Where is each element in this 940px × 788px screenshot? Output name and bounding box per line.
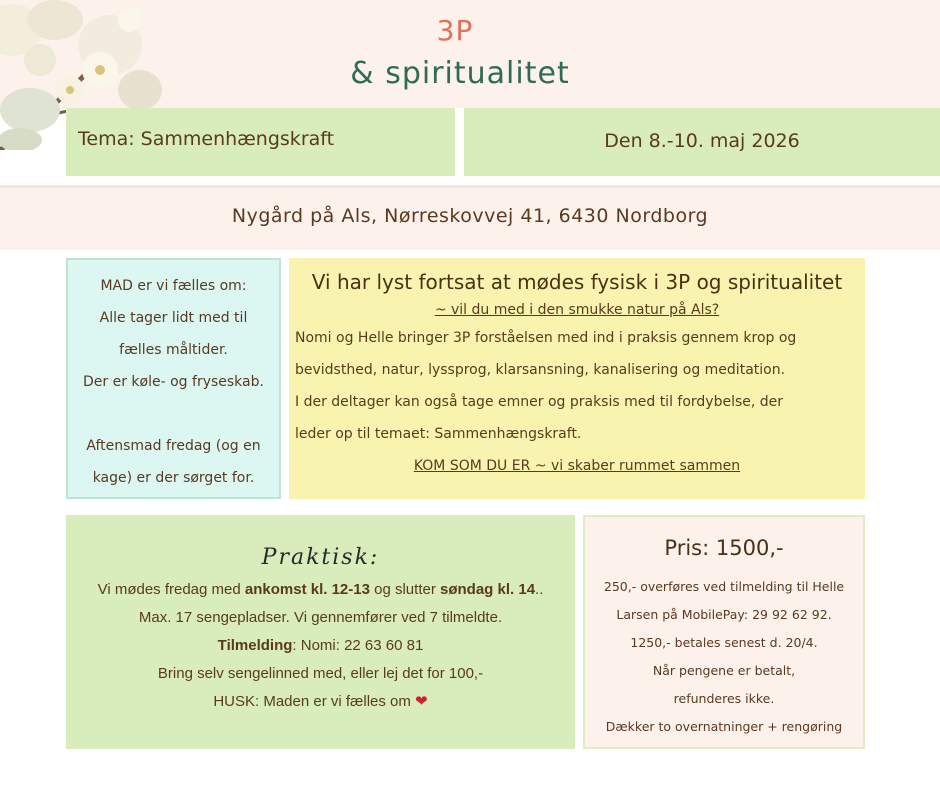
food-line: Aftensmad fredag (og en bbox=[86, 438, 261, 454]
intro-line: bevidsthed, natur, lyssprog, klarsansning, kanalisering og meditation. bbox=[295, 362, 786, 378]
food-line: Alle tager lidt med til bbox=[99, 310, 248, 326]
date-box: Den 8.-10. maj 2026 bbox=[464, 108, 940, 176]
price-line: refunderes ikke. bbox=[673, 691, 775, 706]
intro-line: leder op til temaet: Sammenhængskraft. bbox=[295, 426, 582, 442]
food-line: MAD er vi fælles om: bbox=[100, 278, 247, 294]
text: Vi mødes fredag med bbox=[97, 581, 245, 598]
intro-subheading: ~ vil du med i den smukke natur på Als? bbox=[434, 302, 720, 318]
food-line bbox=[72, 398, 275, 430]
practical-line-food bbox=[66, 688, 575, 716]
theme-box: Tema: Sammenhængskraft bbox=[66, 108, 455, 176]
text: HUSK: Maden er vi fælles om bbox=[213, 693, 411, 710]
heart-icon: ❤ bbox=[415, 693, 428, 710]
practical-line-capacity: Max. 17 sengepladser. Vi gennemfører ved 7 tilmeldte. bbox=[138, 609, 503, 626]
price-line: Larsen på MobilePay: 29 92 62 92. bbox=[616, 607, 832, 622]
intro-line: I der deltager kan også tage emner og praksis med til fordybelse, der bbox=[295, 394, 784, 410]
price-box bbox=[583, 515, 865, 749]
text: .. bbox=[535, 581, 544, 598]
title-3p: 3P bbox=[436, 14, 474, 47]
arrival-time: ankomst kl. 12-13 bbox=[244, 581, 370, 598]
practical-line-signup bbox=[66, 632, 575, 660]
price-line: Når pengene er betalt, bbox=[652, 663, 796, 678]
intro-heading: Vi har lyst fortsat at mødes fysisk i 3P og spiritualitet bbox=[311, 270, 843, 294]
address: Nygård på Als, Nørreskovvej 41, 6430 Nordborg bbox=[0, 188, 940, 250]
signup-phone: : Nomi: 22 63 60 81 bbox=[292, 637, 424, 654]
practical-line-arrival bbox=[66, 576, 575, 604]
signup-label: Tilmelding bbox=[217, 637, 293, 654]
food-line: fælles måltider. bbox=[119, 342, 228, 358]
text: og slutter bbox=[369, 581, 440, 598]
food-info-box bbox=[66, 258, 281, 499]
price-heading: Pris: 1500,- bbox=[664, 536, 784, 560]
intro-box bbox=[289, 258, 865, 499]
title-spiritualitet: & spiritualitet bbox=[350, 56, 570, 91]
practical-box bbox=[66, 515, 575, 749]
price-line: 1250,- betales senest d. 20/4. bbox=[630, 635, 818, 650]
price-line: 250,- overføres ved tilmelding til Helle bbox=[603, 579, 845, 594]
practical-line-bedlinen: Bring selv sengelinned med, eller lej det for 100,- bbox=[157, 665, 484, 682]
intro-footer: KOM SOM DU ER ~ vi skaber rummet sammen bbox=[413, 458, 741, 474]
departure-time: søndag kl. 14 bbox=[440, 581, 536, 598]
practical-heading: Praktisk: bbox=[261, 545, 380, 570]
price-line: Dækker to overnatninger + rengøring bbox=[605, 719, 843, 734]
food-line: Der er køle- og fryseskab. bbox=[83, 374, 264, 390]
food-line: kage) er der sørget for. bbox=[92, 470, 255, 486]
intro-line: Nomi og Helle bringer 3P forståelsen med ind i praksis gennem krop og bbox=[295, 330, 797, 346]
